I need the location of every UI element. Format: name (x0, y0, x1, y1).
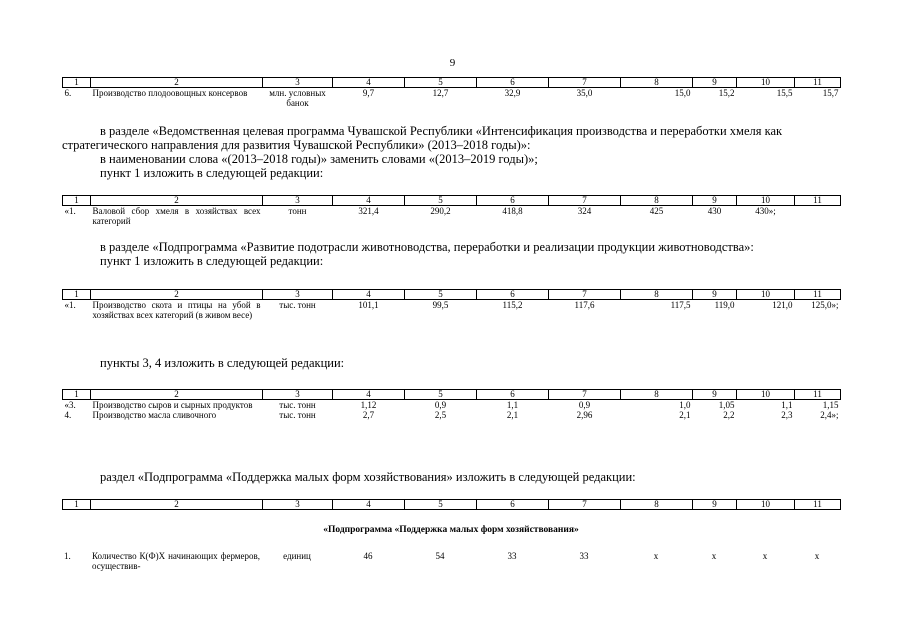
row-number: «3. (64, 400, 76, 410)
header-cell: 7 (549, 500, 621, 510)
row-value: 321,4 (358, 206, 379, 216)
header-cell: 5 (405, 196, 477, 206)
header-cell: 9 (693, 290, 737, 300)
header-cell: 3 (263, 390, 333, 400)
table-row (63, 206, 841, 227)
header-cell: 2 (91, 500, 263, 510)
header-cell: 8 (621, 78, 693, 88)
table-header-row (63, 390, 841, 400)
table-3 (62, 289, 841, 320)
header-cell: 10 (737, 78, 795, 88)
row-value: 425 (649, 206, 664, 216)
header-cell: 1 (63, 500, 91, 510)
paragraph: в разделе «Подпрограмма «Развитие подотрасли животноводства, переработки и реализации продукции животноводства»: (100, 240, 754, 254)
header-cell: 2 (91, 390, 263, 400)
header-cell: 11 (795, 290, 841, 300)
header-cell: 4 (333, 290, 405, 300)
header-cell: 10 (737, 500, 795, 510)
row-value: 15,2 (718, 88, 735, 98)
row-unit: тыс. тонн (279, 410, 316, 420)
header-cell: 8 (621, 290, 693, 300)
header-cell: 10 (737, 390, 795, 400)
table-header-row (63, 78, 841, 88)
paragraph: в наименовании слова «(2013–2018 годы)» заменить словами «(2013–2019 годы)»; (100, 152, 538, 166)
row-unit: единиц (283, 551, 311, 561)
paragraph: пункты 3, 4 изложить в следующей редакции: (100, 356, 345, 370)
row-value: 15,5 (776, 88, 793, 98)
row-value: 2,2 (723, 410, 735, 420)
table-2 (62, 195, 841, 226)
table-header-row (63, 196, 841, 206)
header-cell: 11 (795, 390, 841, 400)
row-value: 2,4»; (820, 410, 839, 420)
header-cell: 2 (91, 196, 263, 206)
header-cell: 6 (477, 78, 549, 88)
row-value: 1,0 (679, 400, 691, 410)
header-cell: 8 (621, 500, 693, 510)
row-value: 46 (363, 551, 373, 561)
header-cell: 7 (549, 390, 621, 400)
row-value: 121,0 (772, 300, 793, 310)
row-value: 15,0 (674, 88, 691, 98)
row-value: 1,1 (781, 400, 793, 410)
row-value: 0,9 (434, 400, 447, 410)
header-cell: 3 (263, 500, 333, 510)
header-cell: 2 (91, 78, 263, 88)
header-cell: 5 (405, 390, 477, 400)
row-value: 290,2 (430, 206, 451, 216)
table-row (63, 400, 841, 411)
row-value: 2,5 (434, 410, 447, 420)
row-unit: тонн (288, 206, 307, 216)
header-cell: 6 (477, 196, 549, 206)
row-value: 430»; (755, 206, 776, 216)
row-value: x (814, 551, 820, 561)
row-value: 9,7 (362, 88, 375, 98)
row-value: 1,15 (822, 400, 839, 410)
row-value: 35,0 (576, 88, 593, 98)
table-row (63, 300, 841, 321)
row-value (795, 206, 841, 227)
row-indicator: Валовой сбор хмеля в хозяйствах всех категорий (92, 206, 261, 226)
row-value: 0,9 (578, 400, 591, 410)
paragraph: пункт 1 изложить в следующей редакции: (100, 166, 324, 180)
header-cell: 5 (405, 290, 477, 300)
header-cell: 2 (91, 290, 263, 300)
header-cell: 4 (333, 196, 405, 206)
header-cell: 5 (405, 78, 477, 88)
header-cell: 3 (263, 78, 333, 88)
header-cell: 11 (795, 78, 841, 88)
table-header-row (63, 290, 841, 300)
row-value: 99,5 (432, 300, 449, 310)
section-text-4 (62, 470, 844, 484)
row-value: x (653, 551, 659, 561)
header-cell: 6 (477, 390, 549, 400)
header-cell: 9 (693, 500, 737, 510)
table-row (63, 410, 841, 420)
header-cell: 10 (737, 196, 795, 206)
row-value: 117,6 (574, 300, 595, 310)
paragraph: раздел «Подпрограмма «Поддержка малых форм хозяйствования» изложить в следующей редакции: (100, 470, 636, 484)
row-value: 1,05 (718, 400, 735, 410)
table-5-body (62, 551, 840, 571)
row-value: 1,12 (360, 400, 377, 410)
row-value: 125,0»; (811, 300, 839, 310)
row-value: 2,7 (362, 410, 375, 420)
header-cell: 7 (549, 78, 621, 88)
header-cell: 4 (333, 500, 405, 510)
header-cell: 6 (477, 500, 549, 510)
row-number: 4. (64, 410, 72, 420)
row-indicator: Количество К(Ф)Х начинающих фермеров, осуществив- (92, 551, 260, 571)
row-value: 2,3 (781, 410, 793, 420)
row-value: 54 (435, 551, 445, 561)
row-value: x (762, 551, 768, 561)
row-value: x (711, 551, 717, 561)
row-value: 1,1 (506, 400, 519, 410)
section-text-2 (62, 240, 844, 268)
row-indicator: Производство масла сливочного (92, 410, 217, 420)
row-value: 101,1 (358, 300, 379, 310)
row-number: 1. (64, 551, 71, 561)
header-cell: 11 (795, 196, 841, 206)
row-value: 12,7 (432, 88, 449, 98)
header-cell: 10 (737, 290, 795, 300)
header-cell: 9 (693, 196, 737, 206)
row-value: 2,1 (679, 410, 691, 420)
header-cell: 1 (63, 290, 91, 300)
header-cell: 11 (795, 500, 841, 510)
section-text-1 (62, 124, 844, 180)
header-cell: 1 (63, 390, 91, 400)
row-number: «1. (64, 206, 76, 216)
table-1 (62, 77, 841, 108)
row-number: 6. (64, 88, 72, 98)
header-cell: 3 (263, 290, 333, 300)
row-number: «1. (64, 300, 76, 310)
table-row (62, 551, 840, 571)
header-cell: 3 (263, 196, 333, 206)
row-value: 430 (707, 206, 722, 216)
row-unit: тыс. тонн (279, 400, 316, 410)
header-cell: 4 (333, 390, 405, 400)
header-cell: 9 (693, 78, 737, 88)
header-cell: 7 (549, 196, 621, 206)
header-cell: 9 (693, 390, 737, 400)
row-indicator: Производство плодоовощных консервов (92, 88, 248, 98)
row-unit: тыс. тонн (279, 300, 316, 310)
table-4 (62, 389, 841, 420)
row-value: 33 (579, 551, 589, 561)
table-5 (62, 499, 841, 510)
header-cell: 7 (549, 290, 621, 300)
paragraph: в разделе «Ведомственная целевая программа Чувашской Республики «Интенсификация производства и переработки хмеля как стратегического направления для развития Чувашской Республики» (2013–2018 годы)»: (62, 124, 783, 152)
row-value: 119,0 (714, 300, 735, 310)
row-value: 418,8 (502, 206, 523, 216)
row-value: 32,9 (504, 88, 521, 98)
header-cell: 8 (621, 196, 693, 206)
paragraph: пункт 1 изложить в следующей редакции: (100, 254, 324, 268)
row-unit: млн. условных банок (269, 88, 326, 108)
header-cell: 1 (63, 78, 91, 88)
row-indicator: Производство сыров и сырных продуктов (92, 400, 253, 410)
page-number: 9 (449, 57, 456, 69)
header-cell: 8 (621, 390, 693, 400)
row-indicator: Производство скота и птицы на убой в хозяйствах всех категорий (в живом весе) (92, 300, 261, 320)
header-cell: 1 (63, 196, 91, 206)
row-value: 117,5 (670, 300, 691, 310)
table-row (63, 88, 841, 109)
section-text-3 (62, 356, 844, 370)
table-header-row (63, 500, 841, 510)
row-value: 15,7 (822, 88, 839, 98)
header-cell: 6 (477, 290, 549, 300)
row-value: 2,96 (576, 410, 593, 420)
header-cell: 5 (405, 500, 477, 510)
row-value: 324 (577, 206, 592, 216)
row-value: 115,2 (502, 300, 523, 310)
row-value: 33 (507, 551, 517, 561)
header-cell: 4 (333, 78, 405, 88)
row-value: 2,1 (506, 410, 519, 420)
subprogram-title: «Подпрограмма «Поддержка малых форм хозяйствования» (323, 525, 579, 535)
